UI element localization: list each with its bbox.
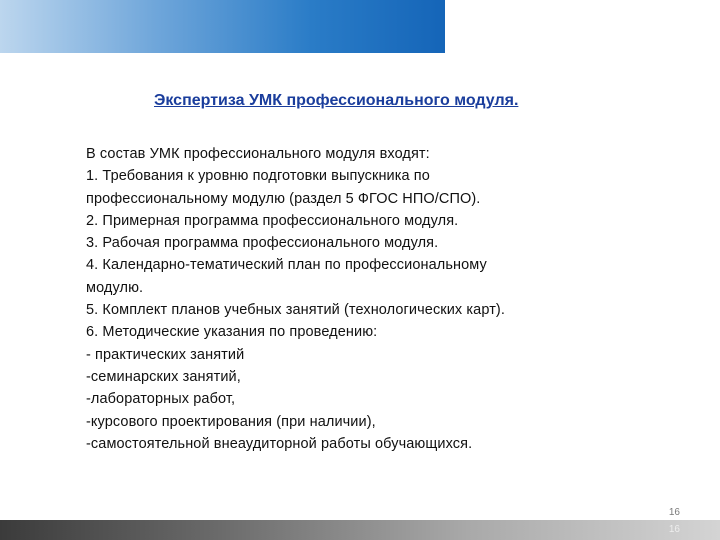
body-line: 6. Методические указания по проведению:: [86, 324, 378, 341]
body-line: -лабораторных работ,: [86, 391, 236, 408]
bottom-decor-band: [0, 520, 720, 540]
page-number: 16: [668, 507, 680, 518]
body-line: -курсового проектирования (при наличии),: [86, 413, 376, 430]
body-line: модулю.: [86, 279, 144, 296]
slide-title: Экспертиза УМК профессионального модуля.: [154, 92, 519, 109]
body-line: 1. Требования к уровню подготовки выпускника по: [86, 168, 430, 185]
body-line: 4. Календарно-тематический план по профессиональному: [86, 257, 487, 274]
body-line: -семинарских занятий,: [86, 368, 241, 385]
body-line: 5. Комплект планов учебных занятий (технологических карт).: [86, 302, 505, 319]
body-line: В состав УМК профессионального модуля входят:: [86, 146, 430, 162]
page-number-footer: 16: [668, 524, 680, 535]
body-line: профессиональному модулю (раздел 5 ФГОС НПО/СПО).: [86, 190, 481, 207]
body-line: 3. Рабочая программа профессионального модуля.: [86, 235, 439, 252]
slide-body: [86, 143, 686, 455]
body-line: -самостоятельной внеаудиторной работы обучающихся.: [86, 435, 473, 452]
top-decor-band: [0, 0, 445, 53]
body-line: 2. Примерная программа профессионального модуля.: [86, 212, 459, 229]
body-line: - практических занятий: [86, 346, 245, 363]
